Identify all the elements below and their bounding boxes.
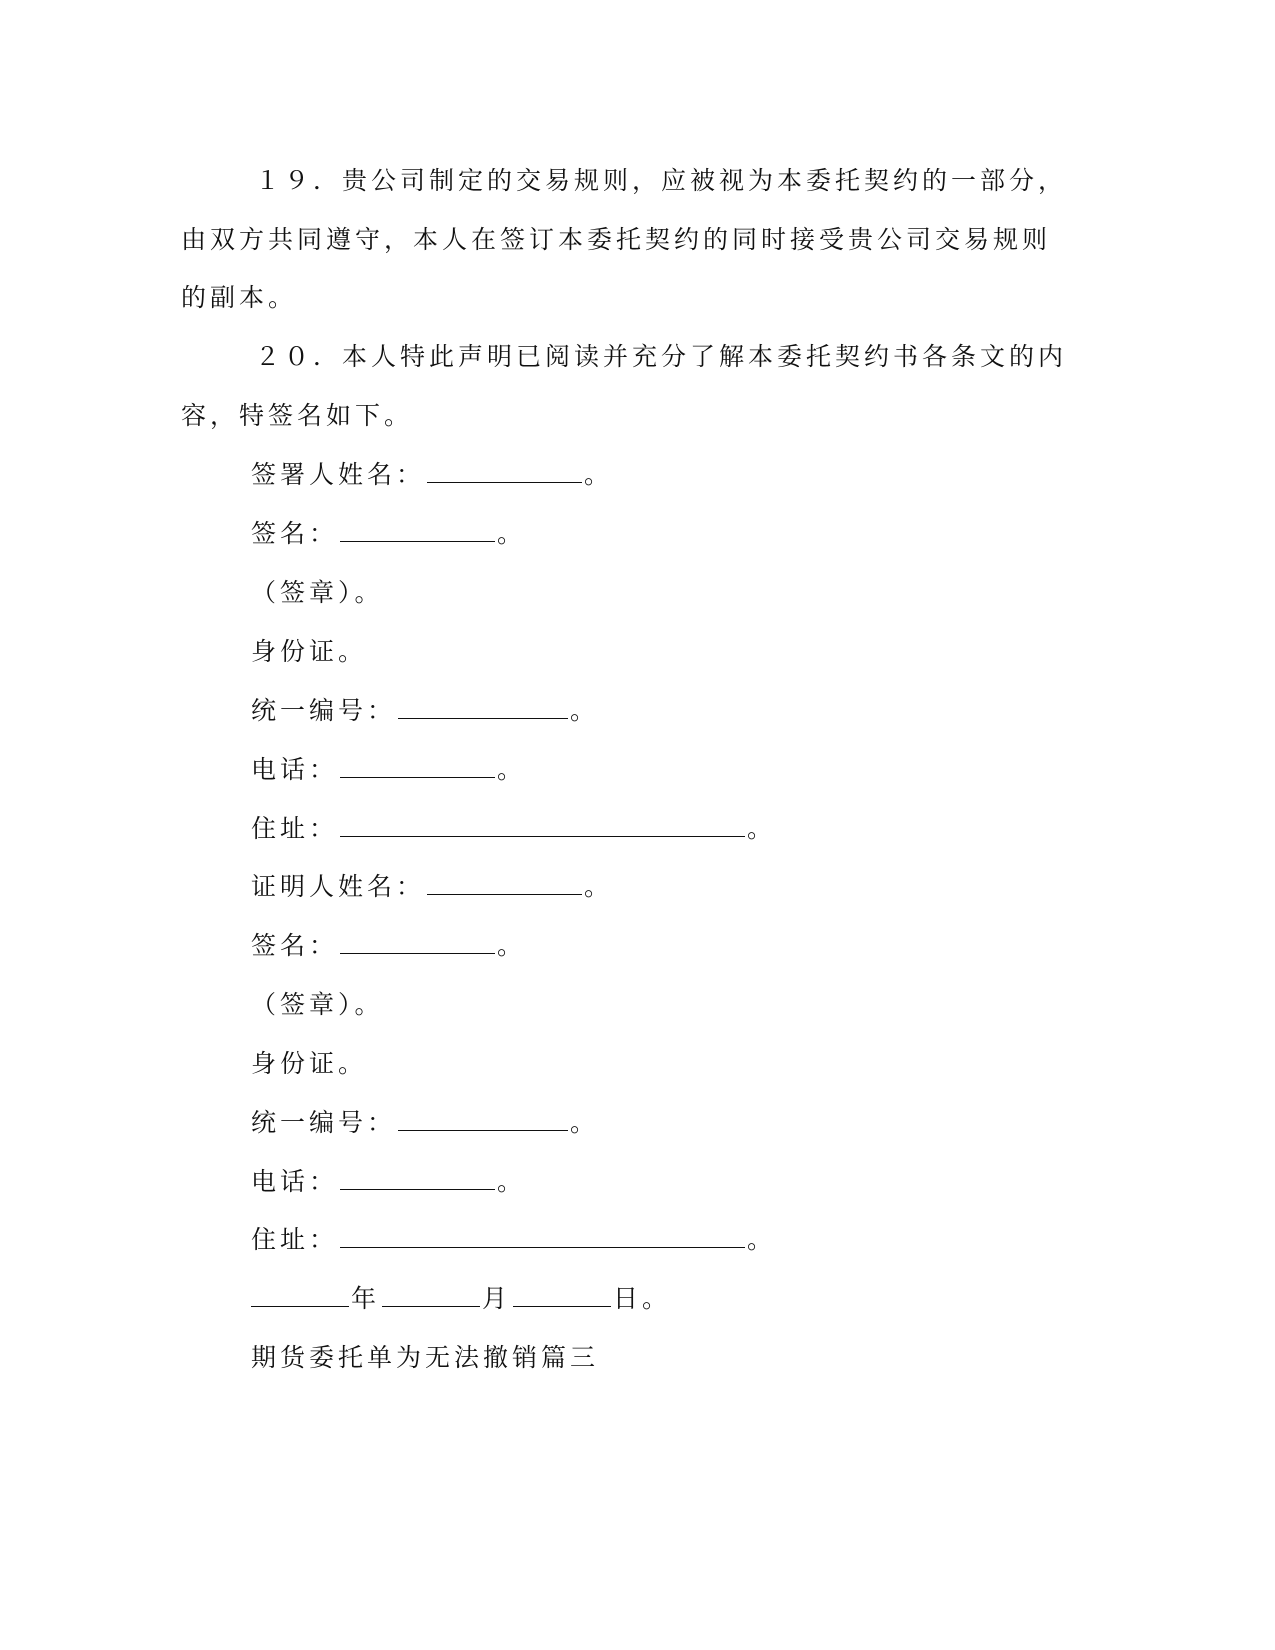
witness-signature-row <box>251 930 526 962</box>
date-row <box>249 1283 671 1315</box>
witness-id-card: 身份证。 <box>251 1049 368 1078</box>
article-19-line-2: 由双方共同遵守，本人在签订本委托契约的同时接受贵公司交易规则 <box>181 225 1052 254</box>
article-19-line-3: 的副本。 <box>181 283 298 312</box>
signer-signature-label: 签名： <box>251 519 339 548</box>
signer-name-field[interactable] <box>427 460 582 483</box>
witness-signature-field[interactable] <box>340 931 495 954</box>
period: 。 <box>584 460 614 489</box>
signer-seal: （签章）。 <box>251 578 384 607</box>
witness-phone-field[interactable] <box>340 1167 495 1190</box>
year-field[interactable] <box>251 1284 349 1307</box>
period: 。 <box>584 872 614 901</box>
period: 。 <box>747 1225 777 1254</box>
day-field[interactable] <box>513 1284 611 1307</box>
day-label: 日。 <box>613 1284 672 1313</box>
witness-phone-row <box>251 1166 526 1198</box>
signer-address-label: 住址： <box>251 814 339 843</box>
period: 。 <box>497 1167 527 1196</box>
witness-name-label: 证明人姓名： <box>251 872 426 901</box>
article-20-line-2: 容，特签名如下。 <box>181 401 414 430</box>
signer-name-label: 签署人姓名： <box>251 460 426 489</box>
signer-address-field[interactable] <box>340 814 745 837</box>
period: 。 <box>570 696 600 725</box>
witness-name-row <box>251 871 613 903</box>
witness-id-number-row <box>251 1107 599 1139</box>
article-20-line-1: ２０．本人特此声明已阅读并充分了解本委托契约书各条文的内 <box>255 342 1068 371</box>
period: 。 <box>570 1108 600 1137</box>
month-label: 月 <box>482 1284 512 1313</box>
witness-address-label: 住址： <box>251 1225 339 1254</box>
witness-id-number-label: 统一编号： <box>251 1108 397 1137</box>
period: 。 <box>497 755 527 784</box>
signer-name-row <box>251 459 613 491</box>
signer-id-number-row <box>251 695 599 727</box>
period: 。 <box>497 931 527 960</box>
witness-signature-label: 签名： <box>251 931 339 960</box>
signer-phone-field[interactable] <box>340 755 495 778</box>
signer-signature-field[interactable] <box>340 519 495 542</box>
next-section-heading: 期货委托单为无法撤销篇三 <box>251 1343 600 1372</box>
signer-phone-row <box>251 754 526 786</box>
witness-phone-label: 电话： <box>251 1167 339 1196</box>
witness-name-field[interactable] <box>427 872 582 895</box>
witness-address-row <box>251 1224 776 1256</box>
signer-id-number-field[interactable] <box>398 696 568 719</box>
witness-address-field[interactable] <box>340 1225 745 1248</box>
signer-phone-label: 电话： <box>251 755 339 784</box>
signer-id-number-label: 统一编号： <box>251 696 397 725</box>
signer-id-card: 身份证。 <box>251 637 368 666</box>
year-label: 年 <box>351 1284 381 1313</box>
period: 。 <box>497 519 527 548</box>
period: 。 <box>747 814 777 843</box>
article-19-line-1: １９．贵公司制定的交易规则，应被视为本委托契约的一部分， <box>255 166 1068 195</box>
witness-seal: （签章）。 <box>251 990 384 1019</box>
signer-signature-row <box>251 518 526 550</box>
month-field[interactable] <box>382 1284 480 1307</box>
signer-address-row <box>251 813 776 845</box>
witness-id-number-field[interactable] <box>398 1108 568 1131</box>
